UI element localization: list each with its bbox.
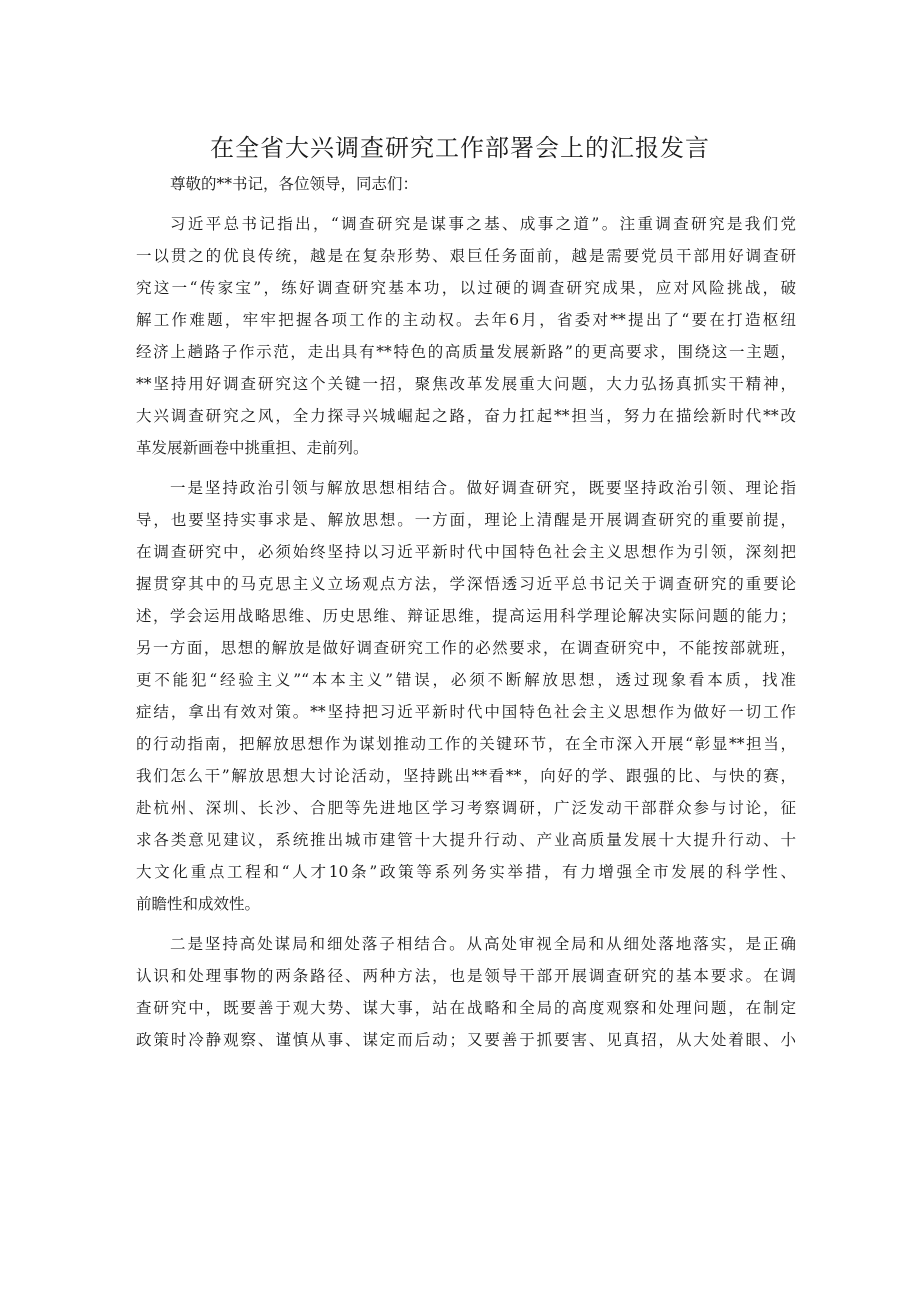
paragraph-line: 更不能犯“经验主义”“本本主义”错误，必须不断解放思想，透过现象看本质，找准	[136, 671, 796, 689]
paragraph-line: 习近平总书记指出，“调查研究是谋事之基、成事之道”。注重调查研究是我们党	[170, 215, 796, 233]
paragraph-line: 我们怎么干”解放思想大讨论活动，坚持跳出**看**，向好的学、跟强的比、与快的赛，	[136, 767, 796, 785]
paragraph-line: 在调查研究中，必须始终坚持以习近平新时代中国特色社会主义思想作为引领，深刻把	[136, 543, 796, 561]
paragraph-line: 述，学会运用战略思维、历史思维、辩证思维，提高运用科学理论解决实际问题的能力；	[136, 607, 796, 625]
paragraph-line: 赴杭州、深圳、长沙、合肥等先进地区学习考察调研，广泛发动干部群众参与讨论，征	[136, 799, 796, 817]
paragraph-line: 政策时冷静观察、谨慎从事、谋定而后动；又要善于抓要害、见真招，从大处着眼、小	[136, 1031, 796, 1049]
paragraph-line: 解工作难题，牢牢把握各项工作的主动权。去年6月，省委对**提出了“要在打造枢纽	[136, 311, 796, 329]
paragraph-line: 症结，拿出有效对策。**坚持把习近平新时代中国特色社会主义思想作为做好一切工作	[136, 703, 796, 721]
paragraph-line: 大文化重点工程和“人才10条”政策等系列务实举措，有力增强全市发展的科学性、	[136, 863, 796, 881]
paragraph-line: 求各类意见建议，系统推出城市建管十大提升行动、产业高质量发展十大提升行动、十	[136, 831, 796, 849]
paragraph-line: 革发展新画卷中挑重担、走前列。	[136, 439, 369, 457]
paragraph-line: 前瞻性和成效性。	[136, 895, 261, 913]
paragraph-line: 的行动指南，把解放思想作为谋划推动工作的关键环节，在全市深入开展“彰显**担当，	[136, 735, 796, 753]
paragraph-line: 握贯穿其中的马克思主义立场观点方法，学深悟透习近平总书记关于调查研究的重要论	[136, 575, 796, 593]
paragraph-line: 经济上趟路子作示范，走出具有**特色的高质量发展新路”的更高要求，围绕这一主题，	[136, 343, 796, 361]
paragraph-line: 一以贯之的优良传统，越是在复杂形势、艰巨任务面前，越是需要党员干部用好调查研	[136, 247, 796, 265]
paragraph-line: 二是坚持高处谋局和细处落子相结合。从高处审视全局和从细处落地落实，是正确	[170, 935, 796, 953]
paragraph-line: 究这一“传家宝”，练好调查研究基本功，以过硬的调查研究成果，应对风险挑战，破	[136, 279, 796, 297]
paragraph-line: 导，也要坚持实事求是、解放思想。一方面，理论上清醒是开展调查研究的重要前提，	[136, 511, 796, 529]
document-title: 在全省大兴调查研究工作部署会上的汇报发言	[210, 134, 710, 163]
paragraph-line: 另一方面，思想的解放是做好调查研究工作的必然要求，在调查研究中，不能按部就班，	[136, 639, 796, 657]
paragraph-line: 查研究中，既要善于观大势、谋大事，站在战略和全局的高度观察和处理问题，在制定	[136, 999, 796, 1017]
paragraph-line: 大兴调查研究之风，全力探寻兴城崛起之路，奋力扛起**担当，努力在描绘新时代**改	[136, 407, 796, 425]
paragraph-line: 一是坚持政治引领与解放思想相结合。做好调查研究，既要坚持政治引领、理论指	[170, 479, 796, 497]
salutation: 尊敬的**书记，各位领导，同志们：	[170, 175, 419, 193]
paragraph-line: 认识和处理事物的两条路径、两种方法，也是领导干部开展调查研究的基本要求。在调	[136, 967, 796, 985]
paragraph-line: **坚持用好调查研究这个关键一招，聚焦改革发展重大问题，大力弘扬真抓实干精神，	[136, 375, 796, 393]
